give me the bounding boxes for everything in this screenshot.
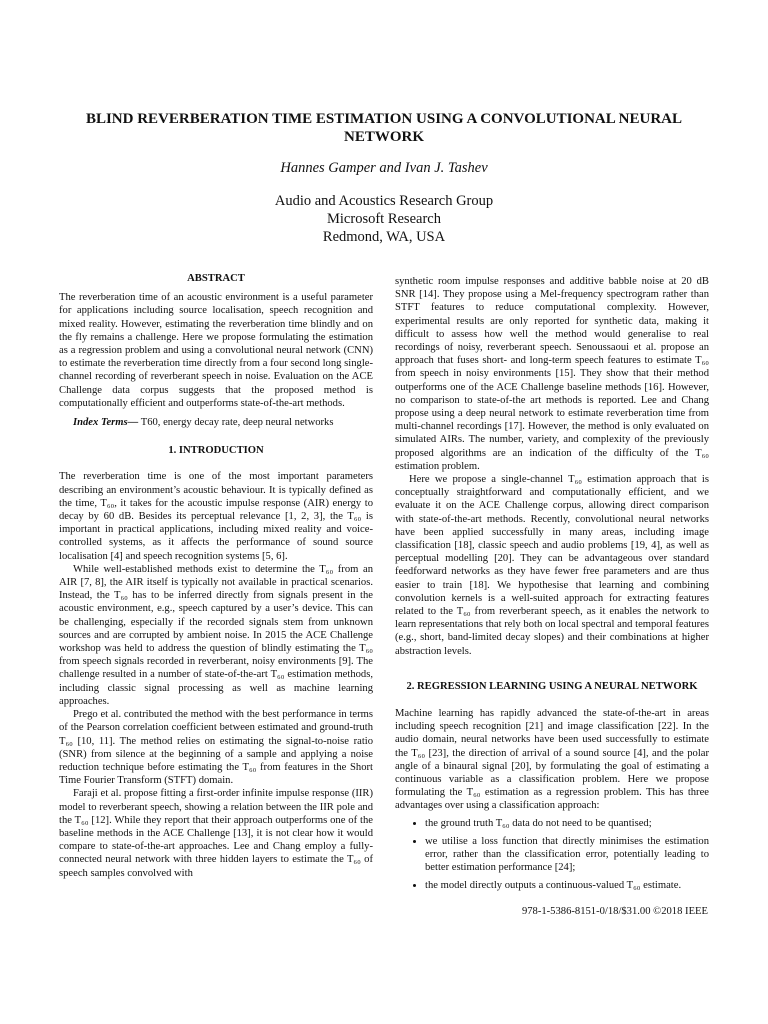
section-2-paragraph-1: Machine learning has rapidly advanced the state-of-the-art in areas including speech recognition [21] and image classification [22]. In the audio domain, neural networks have been used successfully to estimate the T₆₀ [23], the direction of arrival of a sound source [4], and the polar angle of a binaural signal [20], by formulating the goal of estimating a continuous variable as a classification problem. Here we propose formulating the T₆₀ estimation as a regression problem. This has three advantages over using a classification approach: xyxy=(395,707,709,812)
affiliation-line: Microsoft Research xyxy=(327,211,441,227)
index-terms-label: Index Terms— xyxy=(73,417,139,429)
paper-affiliation xyxy=(60,192,708,246)
copyright-footer: 978-1-5386-8151-0/18/$31.00 ©2018 IEEE xyxy=(521,906,708,917)
affiliation-line: Audio and Acoustics Research Group xyxy=(274,193,494,209)
intro-paragraph-5: synthetic room impulse responses and additive babble noise at 20 dB SNR [14]. They propose using a Mel-frequency spectrogram rather than STFT features to reduce computational complexity. However, experimental results are only reported for synthetic data, making it difficult to assess how well the method would generalise to real recordings of noisy, reverberant speech. Senoussaoui et al. propose an approach that fuses short- and long-term speech features to estimate T₆₀ from speech in noisy environments [15]. They show that their method outperforms one of the ACE Challenge baseline methods [16]. However, no comparison to state-of-the art methods is reported. Lee and Chang propose using a deep neural network to estimate reverberation time from multi-channel recordings [17]. However, the method is only evaluated on simulated AIRs. The number, variety, and complexity of the previously proposed algorithms are an indication of the difficulty of the T₆₀ estimation problem. xyxy=(395,276,709,472)
intro-paragraph-2: While well-established methods exist to determine the T₆₀ from an AIR [7, 8], the AIR itself is typically not available in practical scenarios. Instead, the T₆₀ has to be inferred directly from signals present in the acoustic environment, e.g., speech captured by a user’s device. This can be challenging, especially if the recorded signals stem from unknown sources and are corrupted by ambient noise. In 2015 the ACE Challenge workshop was held to address the question of blindly estimating the T₆₀ from speech signals recorded in reverberant, noisy environments [9]. The challenge resulted in a number of state-of-the-art T₆₀ estimation methods, including classic signal processing as well as machine learning approaches. xyxy=(59,563,373,707)
index-terms xyxy=(59,416,373,429)
list-item: • the ground truth T₆₀ data do not need to be quantised; xyxy=(425,817,709,830)
intro-heading: 1. INTRODUCTION xyxy=(168,445,264,457)
affiliation-line: Redmond, WA, USA xyxy=(322,229,446,245)
left-column xyxy=(59,272,373,880)
paper-authors: Hannes Gamper and Ivan J. Tashev xyxy=(280,160,488,176)
abstract-heading: ABSTRACT xyxy=(187,273,245,284)
index-terms-text: T60, energy decay rate, deep neural networks xyxy=(140,417,334,429)
intro-paragraph-4: Faraji et al. propose fitting a first-order infinite impulse response (IIR) model to reverberant speech, showing a relation between the IIR pole and the T₆₀ [12]. While they report that their approach outperforms one of the baseline methods in the ACE Challenge [13], it is not clear how it would compare to state-of-the-art approaches. Lee and Chang employ a fully-connected neural network with three hidden layers to estimate the T₆₀ of speech samples convolved with xyxy=(59,788,373,879)
list-item: • the model directly outputs a continuous-valued T₆₀ estimate. xyxy=(425,879,709,892)
section-2-heading: 2. REGRESSION LEARNING USING A NEURAL NETWORK xyxy=(406,680,698,692)
right-column xyxy=(395,275,709,898)
advantages-list xyxy=(395,817,709,893)
abstract-text: The reverberation time of an acoustic environment is a useful parameter for applications including source localisation, speech recognition and mixed reality. However, estimating the reverberation time blindly and on the fly remains a challenge. Here we propose formulating the estimation as a regression problem and using a convolutional neural network (CNN) to estimate the reverberation time directly from a four second long single-channel recording of reverberant speech in noise. Evaluation on the ACE Challenge data corpus suggests that the proposed method is computationally efficient and outperforms state-of-the-art methods. xyxy=(59,292,373,409)
list-item: • we utilise a loss function that directly minimises the estimation error, rather than the classification error, potentially leading to better estimation performance [24]; xyxy=(425,835,709,875)
paper-title: BLIND REVERBERATION TIME ESTIMATION USING A CONVOLUTIONAL NEURAL NETWORK xyxy=(85,111,683,145)
intro-paragraph-1: The reverberation time is one of the most important parameters describing an environment’s acoustic behaviour. It is typically defined as the time, T₆₀, it takes for the acoustic impulse response (AIR) energy to decay by 60 dB. Besides its perceptual relevance [1, 2, 3], the T₆₀ is important in practical applications, including mixed reality and voice-controlled systems, as it affects the performance of sound source localisation [4] and speech recognition systems [5, 6]. xyxy=(59,471,373,562)
intro-paragraph-6: Here we propose a single-channel T₆₀ estimation approach that is conceptually straightforward and computationally efficient, and we evaluate it on the ACE Challenge corpus, allowing direct comparison with state-of-the-art methods. Recently, convolutional neural networks have been applied successfully in many areas, including image classification [18], classic speech and audio problems [19, 4], as well as perceptual modelling [20]. They can be advantageous over standard feedforward networks as they have fewer free parameters and are thus easier to train [18]. We hypothesise that learning and combining convolution kernels is a well-suited approach for extracting features related to the T₆₀ from reverberant speech, as it enables the network to learn representations that rely both on local spectral and temporal features (e.g., short, band-limited decay slopes) and their combinations at higher abstraction levels. xyxy=(395,474,709,657)
intro-paragraph-3: Prego et al. contributed the method with the best performance in terms of the Pearson correlation coefficient between estimated and ground-truth T₆₀ [10, 11]. The method relies on estimating the signal-to-noise ratio (SNR) from silence at the beginning of a sample and applying a noise reduction technique before estimating the T₆₀ from features in the Short Time Fourier Transform (STFT) domain. xyxy=(59,709,373,787)
